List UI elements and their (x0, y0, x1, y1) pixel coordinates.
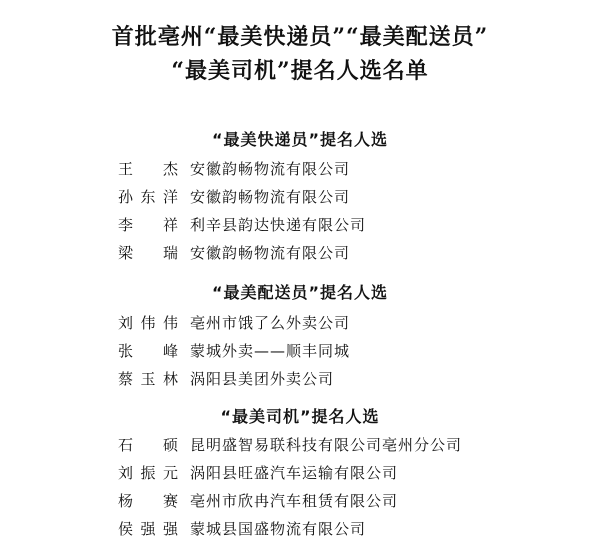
list-item (0, 242, 600, 264)
nominee-name: 石硕 (118, 436, 178, 454)
nominee-organization: 亳州市饿了么外卖公司 (190, 314, 351, 332)
list-item (0, 490, 600, 512)
list-item (0, 462, 600, 484)
list-item (0, 518, 600, 540)
nominee-name: 蔡玉林 (118, 370, 178, 388)
section-heading-delivery: “最美配送员”提名人选 (211, 283, 389, 302)
nominee-organization: 亳州市欣冉汽车租赁有限公司 (190, 492, 399, 510)
nominee-name: 侯强强 (118, 520, 178, 538)
nominee-name: 杨赛 (118, 492, 178, 510)
nominee-name: 王杰 (118, 160, 178, 178)
document-title-line-2: “最美司机”提名人选名单 (171, 58, 429, 84)
list-item (0, 158, 600, 180)
nominee-name: 刘振元 (118, 464, 178, 482)
nominee-organization: 昆明盛智易联科技有限公司亳州分公司 (190, 436, 463, 454)
nominee-organization: 涡阳县美团外卖公司 (190, 370, 335, 388)
list-item (0, 368, 600, 390)
nominee-name: 梁瑞 (118, 244, 178, 262)
document-title-line-1: 首批亳州“最美快递员”“最美配送员” (111, 24, 489, 50)
nominee-name: 刘伟伟 (118, 314, 178, 332)
nominee-organization: 利辛县韵达快递有限公司 (190, 216, 367, 234)
list-item (0, 312, 600, 334)
section-heading-driver: “最美司机”提名人选 (220, 407, 380, 426)
list-item (0, 214, 600, 236)
list-item (0, 434, 600, 456)
nominee-name: 孙东洋 (118, 188, 178, 206)
nominee-organization: 蒙城县国盛物流有限公司 (190, 520, 367, 538)
nominee-organization: 安徽韵畅物流有限公司 (190, 160, 351, 178)
nominee-organization: 蒙城外卖——顺丰同城 (190, 342, 351, 360)
nominee-name: 李祥 (118, 216, 178, 234)
nominee-organization: 安徽韵畅物流有限公司 (190, 188, 351, 206)
list-item (0, 186, 600, 208)
nominee-organization: 安徽韵畅物流有限公司 (190, 244, 351, 262)
nominee-organization: 涡阳县旺盛汽车运输有限公司 (190, 464, 399, 482)
list-item (0, 340, 600, 362)
nominee-name: 张峰 (118, 342, 178, 360)
section-heading-courier: “最美快递员”提名人选 (211, 130, 389, 149)
